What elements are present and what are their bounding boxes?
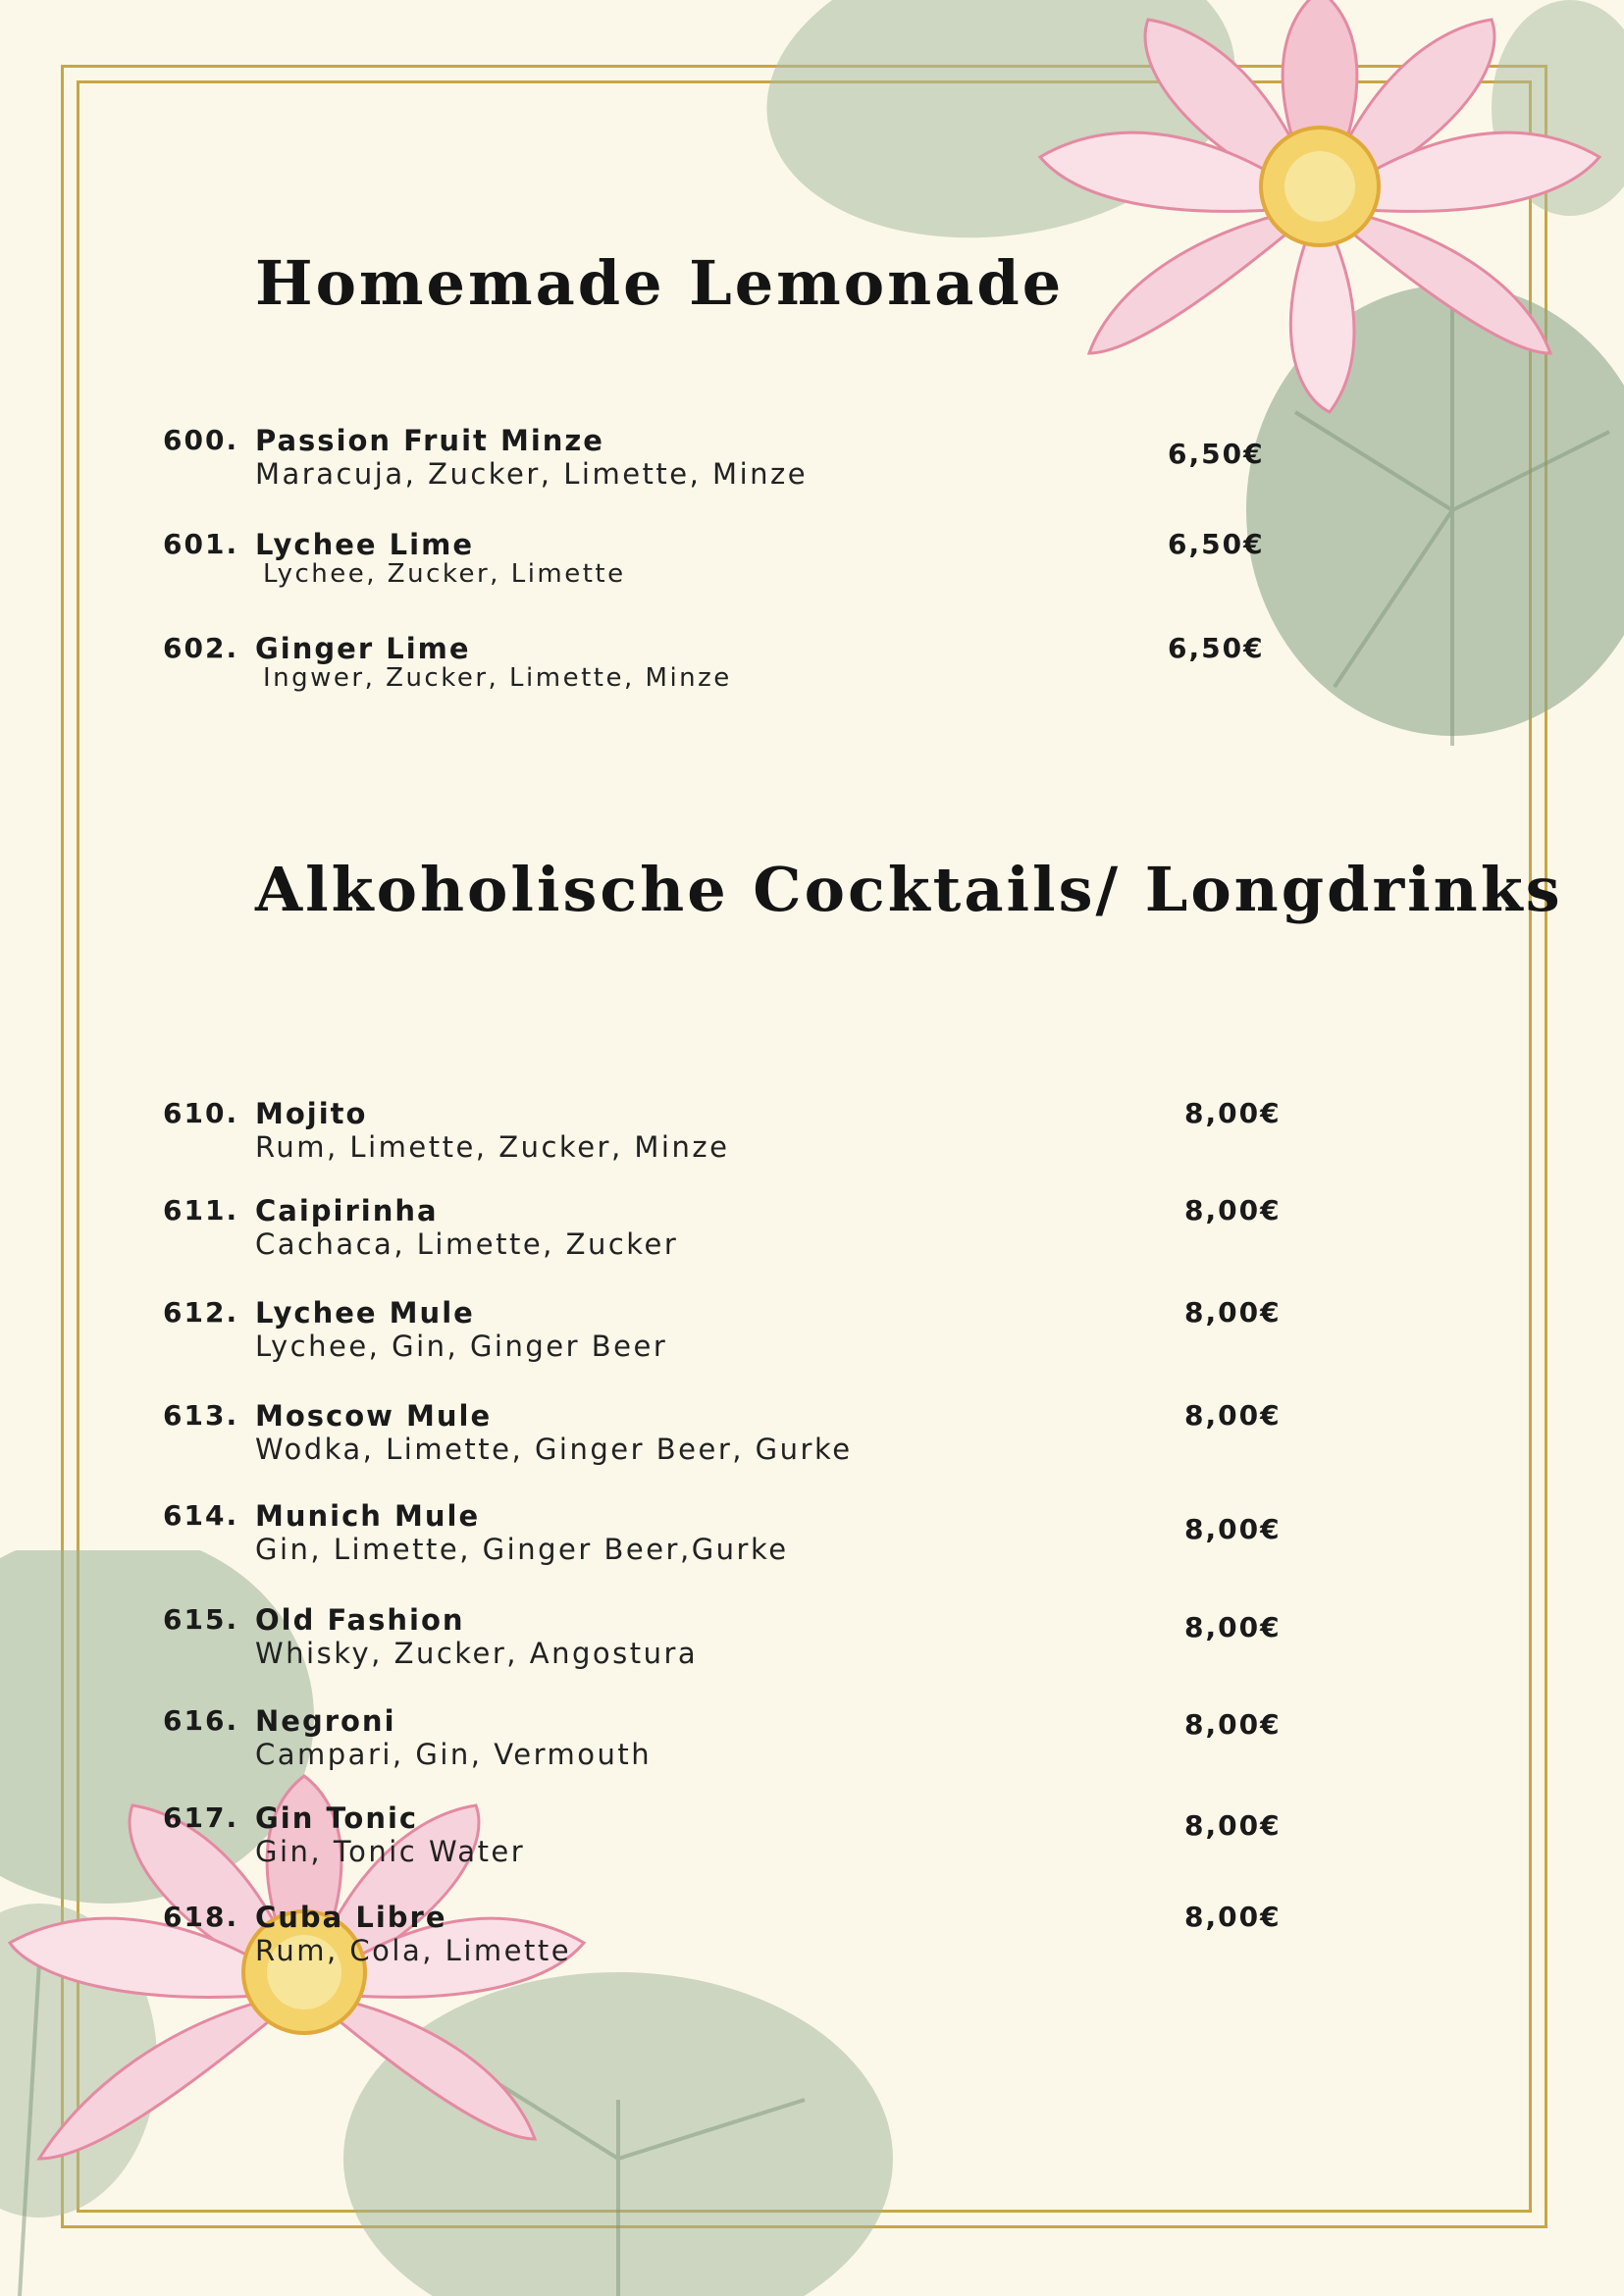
menu-item-602 [0, 632, 1624, 710]
menu-item-611 [0, 1194, 1624, 1273]
item-number: 612. [163, 1296, 239, 1329]
item-name: Lychee Lime [255, 528, 474, 561]
item-description: Rum, Limette, Zucker, Minze [255, 1130, 730, 1164]
item-number: 602. [163, 632, 239, 664]
item-name: Cuba Libre [255, 1901, 447, 1934]
item-price: 6,50€ [1168, 528, 1265, 560]
item-number: 601. [163, 528, 239, 560]
item-description: Whisky, Zucker, Angostura [255, 1637, 699, 1670]
item-price: 8,00€ [1184, 1708, 1282, 1741]
item-price: 8,00€ [1184, 1901, 1282, 1933]
menu-item-617 [0, 1801, 1624, 1880]
section-title-cocktails: Alkoholische Cocktails/ Longdrinks [255, 854, 1563, 925]
item-description: Maracuja, Zucker, Limette, Minze [255, 457, 809, 491]
item-description: Ingwer, Zucker, Limette, Minze [263, 663, 732, 693]
item-price: 6,50€ [1168, 438, 1265, 470]
item-name: Negroni [255, 1704, 396, 1738]
item-description: Lychee, Zucker, Limette [263, 559, 626, 589]
item-description: Rum, Cola, Limette [255, 1934, 572, 1967]
item-number: 617. [163, 1801, 239, 1834]
item-description: Cachaca, Limette, Zucker [255, 1227, 679, 1261]
menu-item-615 [0, 1603, 1624, 1682]
item-description: Gin, Limette, Ginger Beer,Gurke [255, 1533, 789, 1566]
item-number: 610. [163, 1097, 239, 1129]
item-number: 611. [163, 1194, 239, 1226]
item-description: Lychee, Gin, Ginger Beer [255, 1330, 668, 1363]
menu-item-616 [0, 1704, 1624, 1783]
item-description: Wodka, Limette, Ginger Beer, Gurke [255, 1433, 853, 1466]
item-name: Passion Fruit Minze [255, 424, 604, 457]
item-name: Old Fashion [255, 1603, 465, 1637]
item-number: 613. [163, 1399, 239, 1432]
item-name: Ginger Lime [255, 632, 471, 665]
item-price: 8,00€ [1184, 1809, 1282, 1842]
item-price: 8,00€ [1184, 1611, 1282, 1644]
item-name: Lychee Mule [255, 1296, 475, 1330]
menu-item-613 [0, 1399, 1624, 1478]
item-number: 615. [163, 1603, 239, 1636]
item-number: 614. [163, 1499, 239, 1532]
item-number: 600. [163, 424, 239, 456]
section-title-lemonade: Homemade Lemonade [255, 247, 1065, 319]
menu-item-610 [0, 1097, 1624, 1175]
item-name: Caipirinha [255, 1194, 439, 1227]
menu-item-614 [0, 1499, 1624, 1578]
item-description: Campari, Gin, Vermouth [255, 1738, 653, 1771]
menu-item-600 [0, 424, 1624, 502]
item-price: 8,00€ [1184, 1097, 1282, 1129]
item-name: Munich Mule [255, 1499, 481, 1533]
item-price: 8,00€ [1184, 1194, 1282, 1226]
item-name: Mojito [255, 1097, 368, 1130]
item-price: 8,00€ [1184, 1399, 1282, 1432]
item-description: Gin, Tonic Water [255, 1835, 526, 1868]
item-price: 6,50€ [1168, 632, 1265, 664]
item-name: Moscow Mule [255, 1399, 493, 1433]
menu-item-601 [0, 528, 1624, 606]
item-name: Gin Tonic [255, 1801, 419, 1835]
menu-item-618 [0, 1901, 1624, 1979]
item-price: 8,00€ [1184, 1296, 1282, 1329]
item-number: 616. [163, 1704, 239, 1737]
item-number: 618. [163, 1901, 239, 1933]
menu-item-612 [0, 1296, 1624, 1375]
item-price: 8,00€ [1184, 1513, 1282, 1545]
